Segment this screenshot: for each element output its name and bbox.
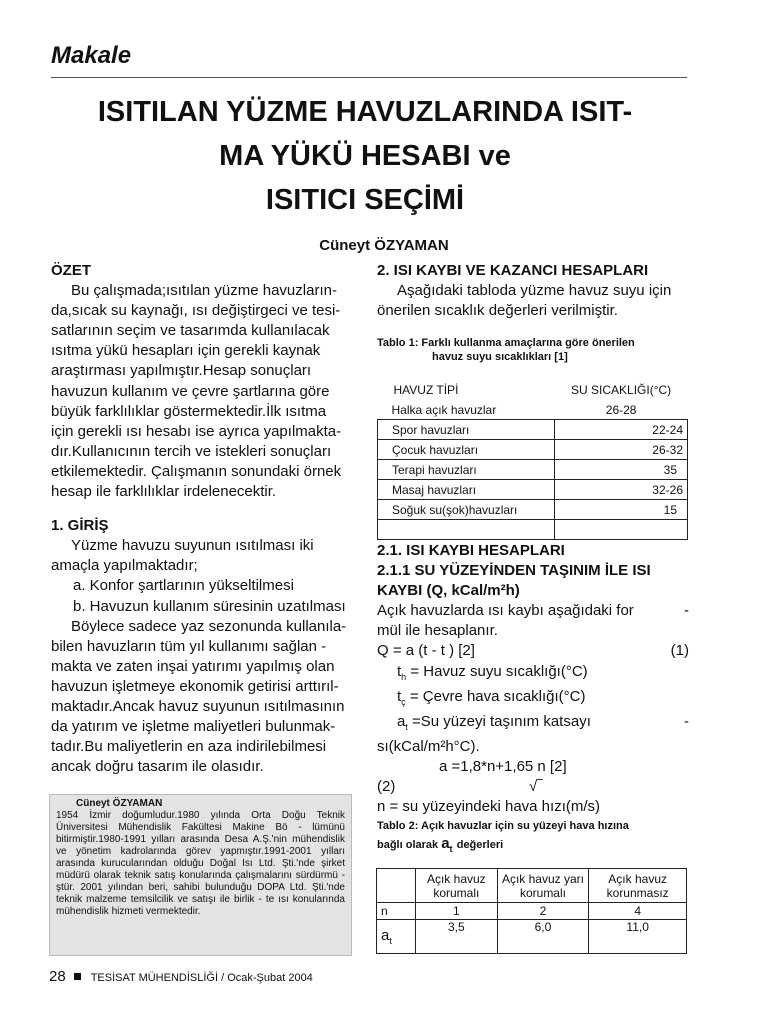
table2-cell: 4 (589, 903, 687, 920)
table1-cell-type: Soğuk su(şok)havuzları (378, 500, 555, 520)
n-definition: n = su yüzeyindeki hava hızı(m/s) (377, 798, 601, 816)
table2-cell: 11,0 (589, 920, 687, 954)
table2-caption-line-2: bağlı olarak $a_t$ değerleri (377, 835, 504, 854)
author-name: Cüneyt ÖZYAMAN (319, 237, 449, 254)
ozet-line: ısıtma yükü hesapları için gerekli kaynak (51, 342, 321, 360)
right-column-mid (377, 541, 689, 817)
right-column-top (377, 261, 689, 321)
ozet-heading: ÖZET (51, 262, 91, 279)
table2-row-label: $a_t$ (377, 920, 416, 954)
p1-line1 (377, 601, 689, 621)
s21-heading: 2.1. ISI KAYBI HESAPLARI (377, 542, 565, 559)
ozet-line: havuzun kullanım ve çevre şartlarına göre (51, 382, 330, 400)
spacer (51, 502, 369, 516)
p1-line2: mül ile hesaplanır. (377, 622, 498, 640)
table1-cell-temp: 26-32 (555, 440, 688, 460)
def-tc: $t_ç$ = Çevre hava sıcaklığı(°C) (397, 687, 586, 707)
s211-heading-1: 2.1.1 SU YÜZEYİNDEN TAŞINIM İLE ISI (377, 562, 651, 580)
ozet-line: için gerekli ısı hesabı ise ayrıca yapılmakta- (51, 422, 342, 440)
giris-line: amaçla yapılmaktadır; (51, 557, 198, 575)
def-th: $t_h$ = Havuz suyu sıcaklığı(°C) (397, 662, 588, 682)
table1-cell-type: Masaj havuzları (378, 480, 555, 500)
giris-line: Yüzme havuzu suyunun ısıtılması iki (71, 537, 314, 555)
table1-caption (377, 336, 697, 364)
sqrt-symbol: √‾ (529, 778, 543, 796)
ozet-line: satlarının seçim ve tasarımda kullanılacak (51, 322, 330, 340)
equation-2-number-line (377, 777, 689, 797)
s2-heading: 2. ISI KAYBI VE KAZANCI HESAPLARI (377, 262, 649, 279)
table1-cell-type: Spor havuzları (378, 420, 555, 440)
square-bullet-icon (74, 973, 81, 980)
table1-cell-temp: 26-28 (605, 402, 637, 417)
table1-cell-temp: 32-26 (555, 480, 688, 500)
ozet-line: araştırması yapılmıştır.Hesap sonuçları (51, 362, 312, 380)
table2-header-empty (377, 869, 416, 903)
equation-1-text: Q = a (t - t ) [2] (377, 642, 475, 660)
table1-header-temp: SU SICAKLIĞI(°C) (571, 383, 672, 397)
title-line-2: MA YÜKÜ HESABI ve (219, 140, 511, 172)
table1-cell-type: Halka açık havuzlar (391, 402, 497, 417)
table2 (376, 868, 687, 954)
footer (49, 968, 313, 985)
article-title (40, 90, 690, 222)
giris-line: tadır.Bu maliyetlerin en aza indirilebilmesi (51, 738, 327, 756)
table2-row-label: n (377, 903, 416, 920)
table2-caption (377, 818, 697, 858)
title-line-1: ISITILAN YÜZME HAVUZLARINDA ISIT- (97, 96, 633, 128)
table2-cell: 6,0 (497, 920, 589, 954)
giris-line: bilen havuzların tüm yıl kullanımı sağlan - (51, 637, 327, 655)
table1-empty-cell (555, 520, 688, 540)
def-at-line2: sı(kCal/m²h°C). (377, 737, 480, 755)
table1 (377, 380, 688, 540)
def-at-dash: - (684, 712, 689, 730)
top-rule (51, 77, 687, 78)
def-at: $a_t =Su$ yüzeyi taşınım katsayı - (397, 712, 689, 732)
giris-line: maktadır.Ancak havuz suyunun ısıtılmasının (51, 697, 345, 715)
giris-line: a. Konfor şartlarının yükseltilmesi (73, 577, 294, 595)
table1-cell-type: Terapi havuzları (378, 460, 555, 480)
ozet-line: dır.Kullanıcının tercih ve istekleri sonuçları (51, 442, 332, 460)
table2-header-cell: Açık havuz korunmasız (589, 869, 687, 903)
giris-line: b. Havuzun kullanım süresinin uzatılması (73, 597, 346, 615)
s2-line: Aşağıdaki tabloda yüzme havuz suyu için (397, 282, 672, 300)
table1-caption-line-1: Tablo 1: Farklı kullanma amaçlarına göre önerilen (377, 337, 635, 349)
giris-line: makta ve zaten inşai yatırımı yapılmış olan (51, 657, 335, 675)
ozet-line: Bu çalışmada;ısıtılan yüzme havuzların- (71, 282, 337, 300)
table2-cell: 1 (416, 903, 498, 920)
table2-cell: 2 (497, 903, 589, 920)
s211-heading-2: KAYBI (Q, kCal/m²h) (377, 582, 520, 600)
giris-line: havuzun işletmeye ekonomik getirisi arttırıl- (51, 677, 339, 695)
table2-caption-line-1: Tablo 2: Açık havuzlar için su yüzeyi hava hızına (377, 820, 629, 832)
bio-name: Cüneyt ÖZYAMAN (76, 798, 163, 809)
giris-line: Böylece sadece yaz sezonunda kullanıla- (71, 617, 347, 635)
table1-empty-cell (378, 520, 555, 540)
p1-line1-text: Açık havuzlarda ısı kaybı aşağıdaki for (377, 602, 634, 620)
table1-caption-line-2: havuz suyu sıcaklıkları [1] (432, 351, 568, 363)
footer-text: TESİSAT MÜHENDİSLİĞİ / Ocak-Şubat 2004 (90, 972, 313, 984)
table1-cell-type: Çocuk havuzları (378, 440, 555, 460)
author-bio-box (49, 794, 352, 956)
equation-1 (377, 641, 689, 661)
def-th-text: = Havuz suyu sıcaklığı(°C) (410, 662, 588, 680)
giris-line: ancak doğru tasarım ile olasıdır. (51, 758, 264, 776)
giris-line: da yatırım ve işletme maliyetleri bulunmak- (51, 718, 336, 736)
p1-dash: - (684, 602, 689, 620)
def-tc-text: = Çevre hava sıcaklığı(°C) (409, 687, 586, 705)
table2-header-cell: Açık havuz yarı korumalı (497, 869, 589, 903)
section-label: Makale (51, 42, 132, 69)
table2-caption-text: bağlı olarak (377, 839, 439, 851)
ozet-line: hesap ile farklılıklar irdelenecektir. (51, 483, 277, 501)
ozet-line: büyük farklılıklar göstermektedir.İlk ısıtma (51, 402, 327, 420)
equation-2-number: (2) (377, 778, 396, 796)
title-line-3: ISITICI SEÇİMİ (265, 184, 465, 216)
page-number: 28 (49, 968, 66, 985)
equation-1-number: (1) (670, 642, 689, 660)
table1-header-type: HAVUZ TİPİ (393, 383, 459, 397)
table2-cell: 3,5 (416, 920, 498, 954)
table1-cell-temp: 22-24 (555, 420, 688, 440)
equation-2: a =1,8*n+1,65 n [2] (439, 757, 567, 775)
s2-line: önerilen sıcaklık değerleri verilmiştir. (377, 302, 618, 320)
table2-caption-text-2: değerleri (456, 839, 504, 851)
table1-cell-temp: 35 (555, 460, 688, 480)
left-column (51, 261, 369, 777)
table1-cell-temp: 15 (555, 500, 688, 520)
giris-heading: 1. GİRİŞ (51, 517, 109, 535)
ozet-line: da,sıcak su kaynağı, ısı değiştirgeci ve tesi- (51, 302, 341, 320)
bio-text: 1954 İzmir doğumludur.1980 yılında Orta Doğu Teknik Üniversitesi Mühendislik Fakültesi Makine Bö - lümünü bitirmiştir.1980-1991 yılları arasında Desa A.Ş.'nin mühendislik ve yönetim kadrolarında görev yapmıştır.1991-2001 yılları arasında kurucularından olduğu Doğal Isı Ltd. Şti.'nde şirket müdürü olarak teknik satış konularında çalışmalarını sürdürmü - ştür. 2001 yılından beri, sahibi bulunduğu DOPA Ltd. Şti.'nde teknik malzeme temsilcilik ve satışı ile birlik - te ısı konularında mühendislik hizmeti vermektedir. (56, 810, 345, 917)
table2-header-cell: Açık havuz korumalı (416, 869, 498, 903)
def-at-text: =Su yüzeyi taşınım katsayı (412, 712, 591, 730)
ozet-line: etkilemektedir. Çalışmanın sonundaki örnek (51, 462, 342, 480)
